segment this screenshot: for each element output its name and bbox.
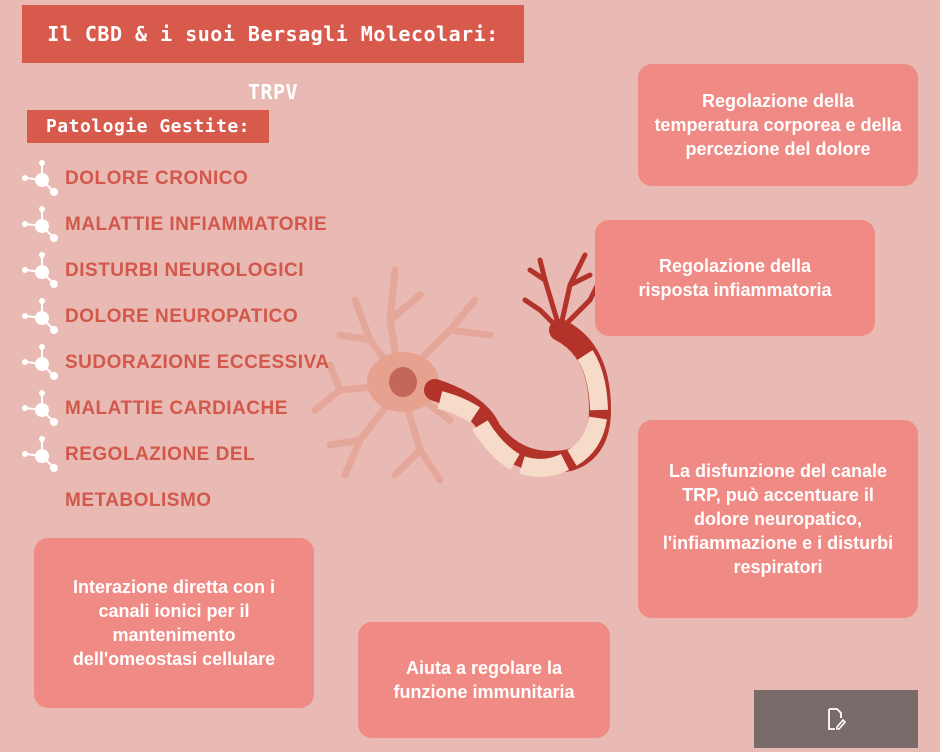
molecule-icon xyxy=(18,204,60,244)
conditions-list xyxy=(18,156,330,524)
condition-label: MALATTIE INFIAMMATORIE xyxy=(65,214,328,235)
condition-item xyxy=(18,248,330,294)
condition-item xyxy=(18,340,330,386)
condition-item xyxy=(18,294,330,340)
card-text: Interazione diretta con i canali ionici per il mantenimento dell'omeostasi cellulare xyxy=(72,577,276,669)
neuron-illustration xyxy=(300,240,630,500)
condition-label: REGOLAZIONE DEL xyxy=(65,444,256,465)
condition-label: DISTURBI NEUROLOGICI xyxy=(65,260,305,281)
condition-label: DOLORE CRONICO xyxy=(65,168,249,189)
card-immune-function xyxy=(358,622,610,738)
molecule-icon xyxy=(18,388,60,428)
condition-label: SUDORAZIONE ECCESSIVA xyxy=(65,352,330,373)
condition-item xyxy=(18,156,330,202)
card-inflammatory-response xyxy=(595,220,875,336)
condition-label: METABOLISMO xyxy=(65,490,212,511)
card-text: Regolazione della temperatura corporea e della percezione del dolore xyxy=(654,91,902,159)
molecule-icon xyxy=(18,296,60,336)
condition-label: DOLORE NEUROPATICO xyxy=(65,306,299,327)
card-text: La disfunzione del canale TRP, può accentuare il dolore neuropatico, l'infiammazione e i disturbi respiratori xyxy=(662,461,894,577)
document-edit-icon xyxy=(826,708,846,730)
condition-item xyxy=(18,202,330,248)
card-ion-channels xyxy=(34,538,314,708)
condition-label: MALATTIE CARDIACHE xyxy=(65,398,288,419)
molecule-icon xyxy=(18,158,60,198)
card-trp-dysfunction xyxy=(638,420,918,618)
condition-item-continued xyxy=(18,478,330,524)
molecule-icon xyxy=(18,250,60,290)
card-text: Aiuta a regolare la funzione immunitaria xyxy=(393,658,575,702)
page-title: Il CBD & i suoi Bersagli Molecolari: TRPV xyxy=(22,5,524,63)
molecule-icon xyxy=(18,434,60,474)
card-temperature xyxy=(638,64,918,186)
section-subtitle: Patologie Gestite: xyxy=(27,110,269,143)
condition-item xyxy=(18,432,330,478)
molecule-icon xyxy=(18,342,60,382)
card-text: Regolazione della risposta infiammatoria xyxy=(638,256,832,300)
document-edit-button[interactable] xyxy=(754,690,918,748)
condition-item xyxy=(18,386,330,432)
